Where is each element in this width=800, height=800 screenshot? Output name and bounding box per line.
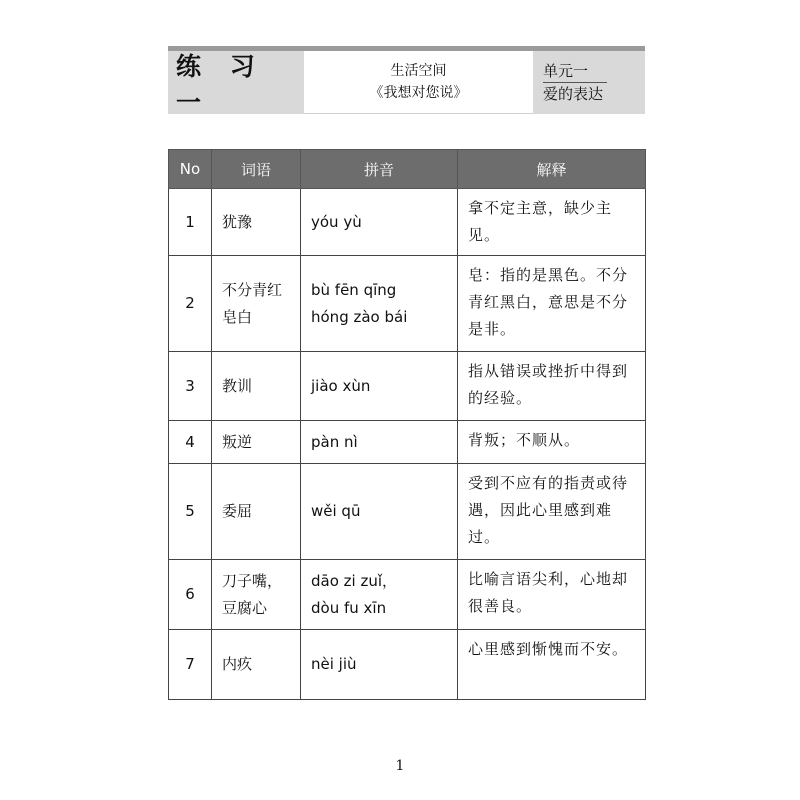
table-row bbox=[169, 560, 646, 630]
row-number: 2 bbox=[169, 256, 212, 352]
header-definition: 解释 bbox=[458, 150, 646, 189]
term-line: 委屈 bbox=[222, 502, 253, 520]
row-term bbox=[212, 256, 301, 352]
row-term bbox=[212, 189, 301, 256]
header-no: No bbox=[169, 150, 212, 189]
table-row bbox=[169, 189, 646, 256]
row-definition: 受到不应有的指责或待遇，因此心里感到难过。 bbox=[458, 464, 646, 560]
pinyin-line: wěi qū bbox=[311, 502, 361, 520]
table-row bbox=[169, 256, 646, 352]
row-term bbox=[212, 352, 301, 421]
term-line: 叛逆 bbox=[222, 432, 253, 451]
row-number: 7 bbox=[169, 630, 212, 700]
term-line: 犹豫 bbox=[222, 212, 253, 231]
header-term: 词语 bbox=[212, 150, 301, 189]
pinyin-line: yóu yù bbox=[311, 212, 362, 231]
unit-info bbox=[533, 51, 645, 114]
pinyin-line: pàn nì bbox=[311, 432, 358, 451]
unit-label: 单元一 bbox=[543, 60, 607, 83]
lesson-info bbox=[304, 51, 533, 114]
pinyin-line: hóng zào bái bbox=[311, 307, 408, 326]
exercise-header bbox=[168, 46, 645, 117]
row-pinyin bbox=[301, 421, 458, 464]
table-row bbox=[169, 352, 646, 421]
row-term bbox=[212, 464, 301, 560]
term-line: 内疚 bbox=[222, 655, 253, 673]
lesson-title: 《我想对您说》 bbox=[369, 85, 468, 101]
pinyin-line: nèi jiù bbox=[311, 655, 357, 673]
row-pinyin bbox=[301, 352, 458, 421]
section-name: 生活空间 bbox=[390, 63, 447, 79]
table-row bbox=[169, 464, 646, 560]
table-row bbox=[169, 630, 646, 700]
table-row bbox=[169, 421, 646, 464]
header-pinyin: 拼音 bbox=[301, 150, 458, 189]
row-definition: 心里感到惭愧而不安。 bbox=[458, 630, 646, 700]
page-number: 1 bbox=[395, 758, 405, 774]
row-pinyin bbox=[301, 189, 458, 256]
term-line: 教训 bbox=[222, 376, 253, 395]
term-line: 豆腐心 bbox=[222, 598, 268, 617]
row-definition: 背叛；不顺从。 bbox=[458, 421, 646, 464]
table-header-row bbox=[169, 150, 646, 189]
row-pinyin bbox=[301, 560, 458, 630]
row-pinyin bbox=[301, 464, 458, 560]
unit-theme: 爱的表达 bbox=[543, 85, 604, 103]
row-term bbox=[212, 560, 301, 630]
term-line: 不分青红 bbox=[222, 280, 283, 299]
term-line: 刀子嘴， bbox=[222, 571, 283, 590]
row-number: 3 bbox=[169, 352, 212, 421]
vocabulary-table bbox=[168, 149, 646, 700]
row-pinyin bbox=[301, 630, 458, 700]
row-number: 5 bbox=[169, 464, 212, 560]
pinyin-line: dòu fu xīn bbox=[311, 598, 387, 617]
row-number: 1 bbox=[169, 189, 212, 256]
pinyin-line: bù fēn qīng bbox=[311, 280, 397, 299]
row-definition: 比喻言语尖利，心地却很善良。 bbox=[458, 560, 646, 630]
row-term bbox=[212, 421, 301, 464]
row-term bbox=[212, 630, 301, 700]
row-number: 4 bbox=[169, 421, 212, 464]
term-line: 皂白 bbox=[222, 307, 253, 326]
row-definition: 指从错误或挫折中得到的经验。 bbox=[458, 352, 646, 421]
row-definition: 皂：指的是黑色。不分青红黑白，意思是不分是非。 bbox=[458, 256, 646, 352]
pinyin-line: dāo zi zuǐ， bbox=[311, 571, 398, 590]
row-number: 6 bbox=[169, 560, 212, 630]
pinyin-line: jiào xùn bbox=[311, 376, 371, 395]
exercise-title: 练 习 一 bbox=[168, 51, 304, 114]
row-pinyin bbox=[301, 256, 458, 352]
row-definition: 拿不定主意，缺少主见。 bbox=[458, 189, 646, 256]
